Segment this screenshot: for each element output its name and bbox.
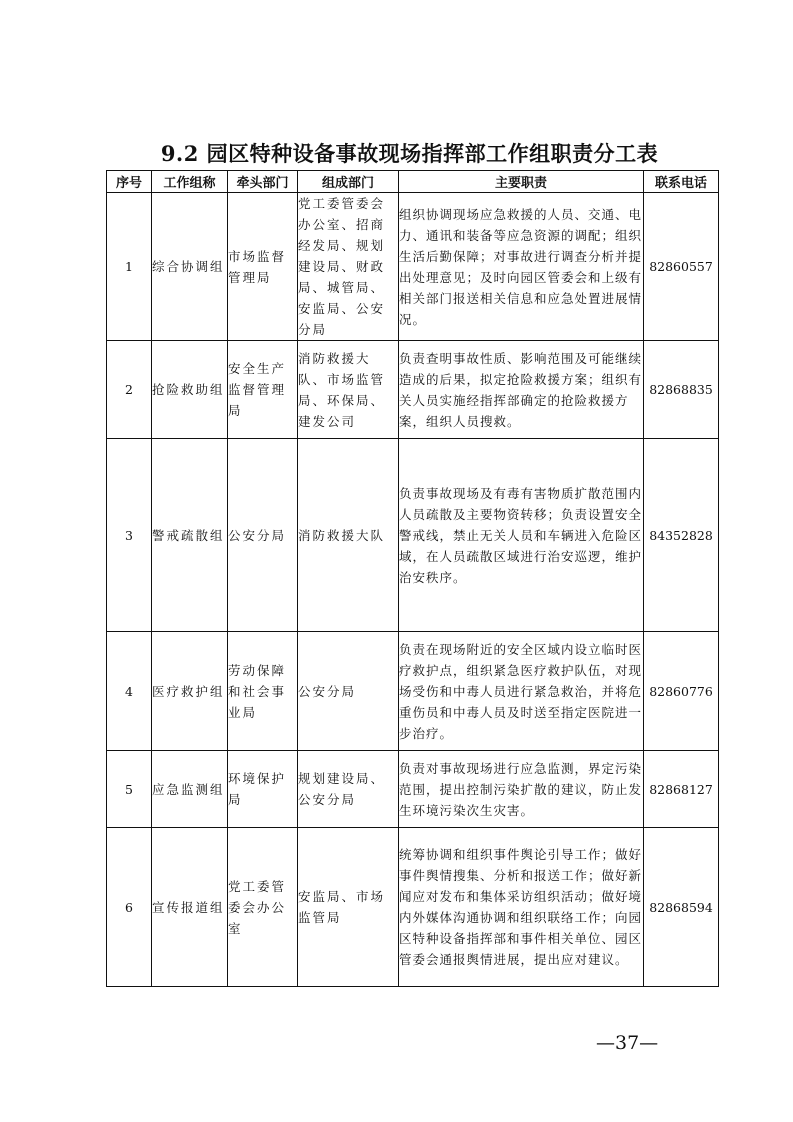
row-duties: 负责查明事故性质、影响范围及可能继续造成的后果，拟定抢险救援方案；组织有关人员实施经指挥部确定的抢险救援方案，组织人员搜救。 — [399, 341, 644, 439]
row-members: 消防救援大队 — [298, 439, 399, 632]
row-duties: 负责在现场附近的安全区域内设立临时医疗救护点，组织紧急医疗救护队伍，对现场受伤和中毒人员进行紧急救治，并将危重伤员和中毒人员及时送至指定医院进一步治疗。 — [399, 632, 644, 751]
row-lead: 环境保护局 — [228, 751, 298, 828]
table-row — [107, 341, 719, 439]
header-duties: 主要职责 — [399, 171, 644, 193]
row-no: 1 — [107, 193, 152, 341]
row-no: 4 — [107, 632, 152, 751]
row-tel: 82860557 — [644, 193, 719, 341]
row-members: 安监局、市场监管局 — [298, 828, 399, 987]
table-row — [107, 751, 719, 828]
row-duties: 组织协调现场应急救援的人员、交通、电力、通讯和装备等应急资源的调配；组织生活后勤保障；对事故进行调查分析并提出处理意见；及时向园区管委会和上级有相关部门报送相关信息和应急处置进展情况。 — [399, 193, 644, 341]
row-tel: 82868835 — [644, 341, 719, 439]
row-lead: 安全生产监督管理局 — [228, 341, 298, 439]
row-team: 综合协调组 — [152, 193, 228, 341]
row-members: 党工委管委会办公室、招商经发局、规划建设局、财政局、城管局、安监局、公安分局 — [298, 193, 399, 341]
duty-table — [106, 170, 719, 987]
header-lead: 牵头部门 — [228, 171, 298, 193]
row-team: 警戒疏散组 — [152, 439, 228, 632]
row-team: 医疗救护组 — [152, 632, 228, 751]
row-no: 6 — [107, 828, 152, 987]
row-duties: 负责对事故现场进行应急监测，界定污染范围，提出控制污染扩散的建议，防止发生环境污染次生灾害。 — [399, 751, 644, 828]
row-tel: 82860776 — [644, 632, 719, 751]
row-members: 消防救援大队、市场监管局、环保局、建发公司 — [298, 341, 399, 439]
row-team: 应急监测组 — [152, 751, 228, 828]
row-no: 3 — [107, 439, 152, 632]
row-lead: 党工委管委会办公室 — [228, 828, 298, 987]
row-no: 5 — [107, 751, 152, 828]
row-duties: 负责事故现场及有毒有害物质扩散范围内人员疏散及主要物资转移；负责设置安全警戒线，禁止无关人员和车辆进入危险区域，在人员疏散区域进行治安巡逻，维护治安秩序。 — [399, 439, 644, 632]
header-members: 组成部门 — [298, 171, 399, 193]
row-team: 抢险救助组 — [152, 341, 228, 439]
table-header-row — [107, 171, 719, 193]
row-tel: 82868127 — [644, 751, 719, 828]
row-no: 2 — [107, 341, 152, 439]
row-lead: 公安分局 — [228, 439, 298, 632]
header-tel: 联系电话 — [644, 171, 719, 193]
row-duties: 统筹协调和组织事件舆论引导工作；做好事件舆情搜集、分析和报送工作；做好新闻应对发布和集体采访组织活动；做好境内外媒体沟通协调和组织联络工作；向园区特种设备指挥部和事件相关单位、园区管委会通报舆情进展，提出应对建议。 — [399, 828, 644, 987]
row-tel: 82868594 — [644, 828, 719, 987]
row-tel: 84352828 — [644, 439, 719, 632]
row-team: 宣传报道组 — [152, 828, 228, 987]
page-title: 9.2 园区特种设备事故现场指挥部工作组职责分工表 — [160, 141, 659, 166]
header-no: 序号 — [107, 171, 152, 193]
row-members: 公安分局 — [298, 632, 399, 751]
row-lead: 市场监督管理局 — [228, 193, 298, 341]
row-members: 规划建设局、公安分局 — [298, 751, 399, 828]
table-row — [107, 439, 719, 632]
table-row — [107, 828, 719, 987]
header-team: 工作组称 — [152, 171, 228, 193]
table-row — [107, 193, 719, 341]
row-lead: 劳动保障和社会事业局 — [228, 632, 298, 751]
table-row — [107, 632, 719, 751]
page-number: —37— — [596, 1032, 659, 1054]
